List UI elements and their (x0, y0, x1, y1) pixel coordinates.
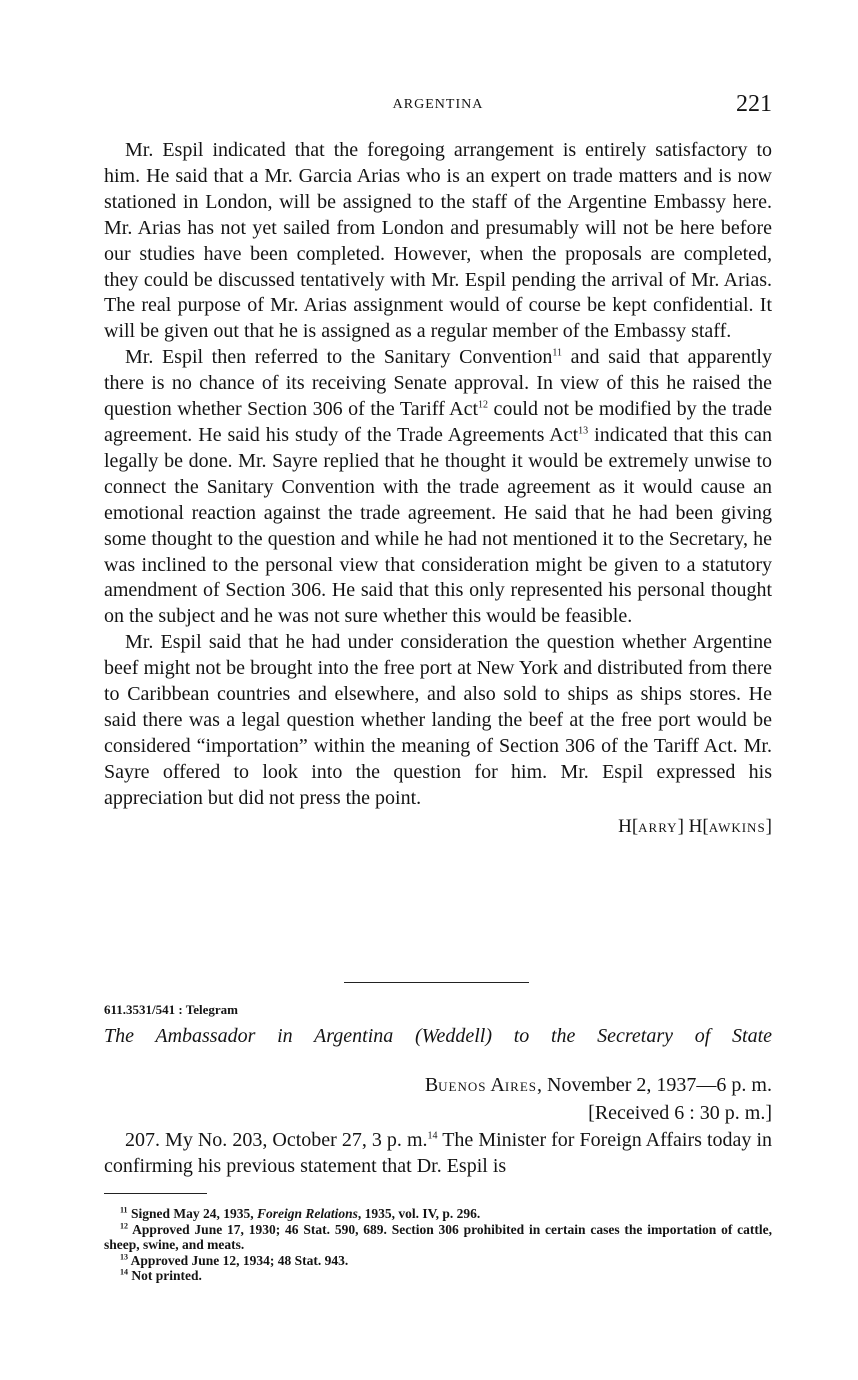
paragraph-text: The Minister for Foreign Affairs today in confirming his previous statement that Dr. Espil is (104, 1129, 772, 1177)
footnote-text: , 1935, vol. IV, p. 296. (357, 1206, 481, 1221)
place-and-date (425, 1072, 772, 1100)
place-part: IRES (504, 1079, 538, 1094)
footnote (104, 1253, 772, 1269)
paragraph-text: Mr. Espil then referred to the Sanitary Convention (125, 346, 553, 369)
paragraph-text: indicated that this can legally be done. Mr. Sayre replied that he thought it would be extremely unwise to connect the Sanitary Convention with the trade agreement as it would cause an emotional reaction against the trade agreement. He said that he had been giving some thought to the question and while he had not mentioned it to the Secretary, he was inclined to the personal view that consideration might be given to a statutory amendment of Section 306. He said that this only represented his personal thought on the subject and he was not sure whether this would be feasible. (104, 423, 772, 628)
running-header (104, 91, 772, 121)
footnote-ref: 11 (552, 347, 563, 359)
paragraph-text: 207. My No. 203, October 27, 3 p. m. (125, 1129, 428, 1151)
section-divider (344, 982, 529, 983)
footnote (104, 1206, 772, 1222)
signature-part: ] (765, 815, 772, 837)
footnote-text: Not printed. (131, 1268, 202, 1284)
signature (104, 814, 772, 841)
footnote-text: Signed May 24, 1935, (130, 1206, 257, 1221)
footnote-text: Approved June 12, 1934; 48 Stat. 943. (130, 1252, 349, 1268)
signature-part: ARRY (638, 819, 678, 835)
signature-part: AWKINS (708, 819, 766, 835)
footnote-number: 12 (120, 1221, 128, 1231)
page-number: 221 (736, 91, 772, 117)
running-title: ARGENTINA (392, 97, 484, 112)
footnote-number: 13 (120, 1252, 128, 1262)
place-part: A (486, 1074, 505, 1096)
paragraph: Mr. Espil indicated that the foregoing arrangement is entirely satisfactory to him. He said that a Mr. Garcia Arias who is an expert on trade matters and is now stationed in London, will be assigned to the staff of the Argentine Embassy here. Mr. Arias has not yet sailed from London and presumably will not be here before our studies have been completed. However, when the proposals are completed, they could be discussed tentatively with Mr. Espil pending the arrival of Mr. Arias. The real purpose of Mr. Arias assignment would of course be kept confidential. It will be given out that he is assigned as a regular member of the Embassy staff. (104, 139, 772, 343)
footnote-rule (104, 1193, 207, 1194)
date-text: , November 2, 1937—6 p. m. (537, 1074, 772, 1096)
place-part: B (424, 1074, 439, 1096)
footnote-number: 14 (120, 1267, 128, 1277)
place-part: UENOS (438, 1079, 487, 1094)
footnote-number: 11 (120, 1205, 128, 1215)
paragraph-text: could not be modified by the trade agreement. He said his study of the Trade Agreements Act (104, 398, 773, 446)
document-title: The Ambassador in Argentina (Weddell) to the Secretary of State (104, 1025, 772, 1047)
signature-part: H[ (618, 815, 639, 837)
paragraph (104, 345, 772, 630)
memorandum-body (104, 138, 772, 840)
paragraph-text: and said that apparently there is no chance of its receiving Senate approval. In view of this he raised the question whether Section 306 of the Tariff Act (104, 346, 772, 421)
signature-part: ] H[ (677, 815, 709, 837)
dateline (425, 1072, 772, 1126)
footnote-ref: 13 (578, 425, 589, 437)
footnote-ref: 12 (478, 399, 489, 411)
paragraph (104, 1128, 772, 1180)
footnote-italic: Foreign Relations (256, 1206, 358, 1221)
footnotes (104, 1206, 772, 1284)
paragraph: Mr. Espil said that he had under consideration the question whether Argentine beef might not be brought into the free port at New York and distributed from there to Caribbean countries and elsewhere, and also sold to ships as ships stores. He said there was a legal question whether landing the beef at the free port would be considered “importation” within the meaning of Section 306 of the Tariff Act. Mr. Sayre offered to look into the question for him. Mr. Espil expressed his appreciation but did not press the point. (104, 631, 772, 809)
received-time: [Received 6 : 30 p. m.] (588, 1102, 772, 1124)
footnote (104, 1222, 772, 1253)
telegram-body (104, 1128, 772, 1180)
footnote-ref: 14 (427, 1130, 438, 1142)
file-number: 611.3531/541 : Telegram (104, 1002, 238, 1017)
footnote-text: Approved June 17, 1930; 46 Stat. 590, 689. Section 306 prohibited in certain cases the importation of cattle, sheep, swine, and meats. (104, 1221, 772, 1253)
footnote (104, 1268, 772, 1284)
